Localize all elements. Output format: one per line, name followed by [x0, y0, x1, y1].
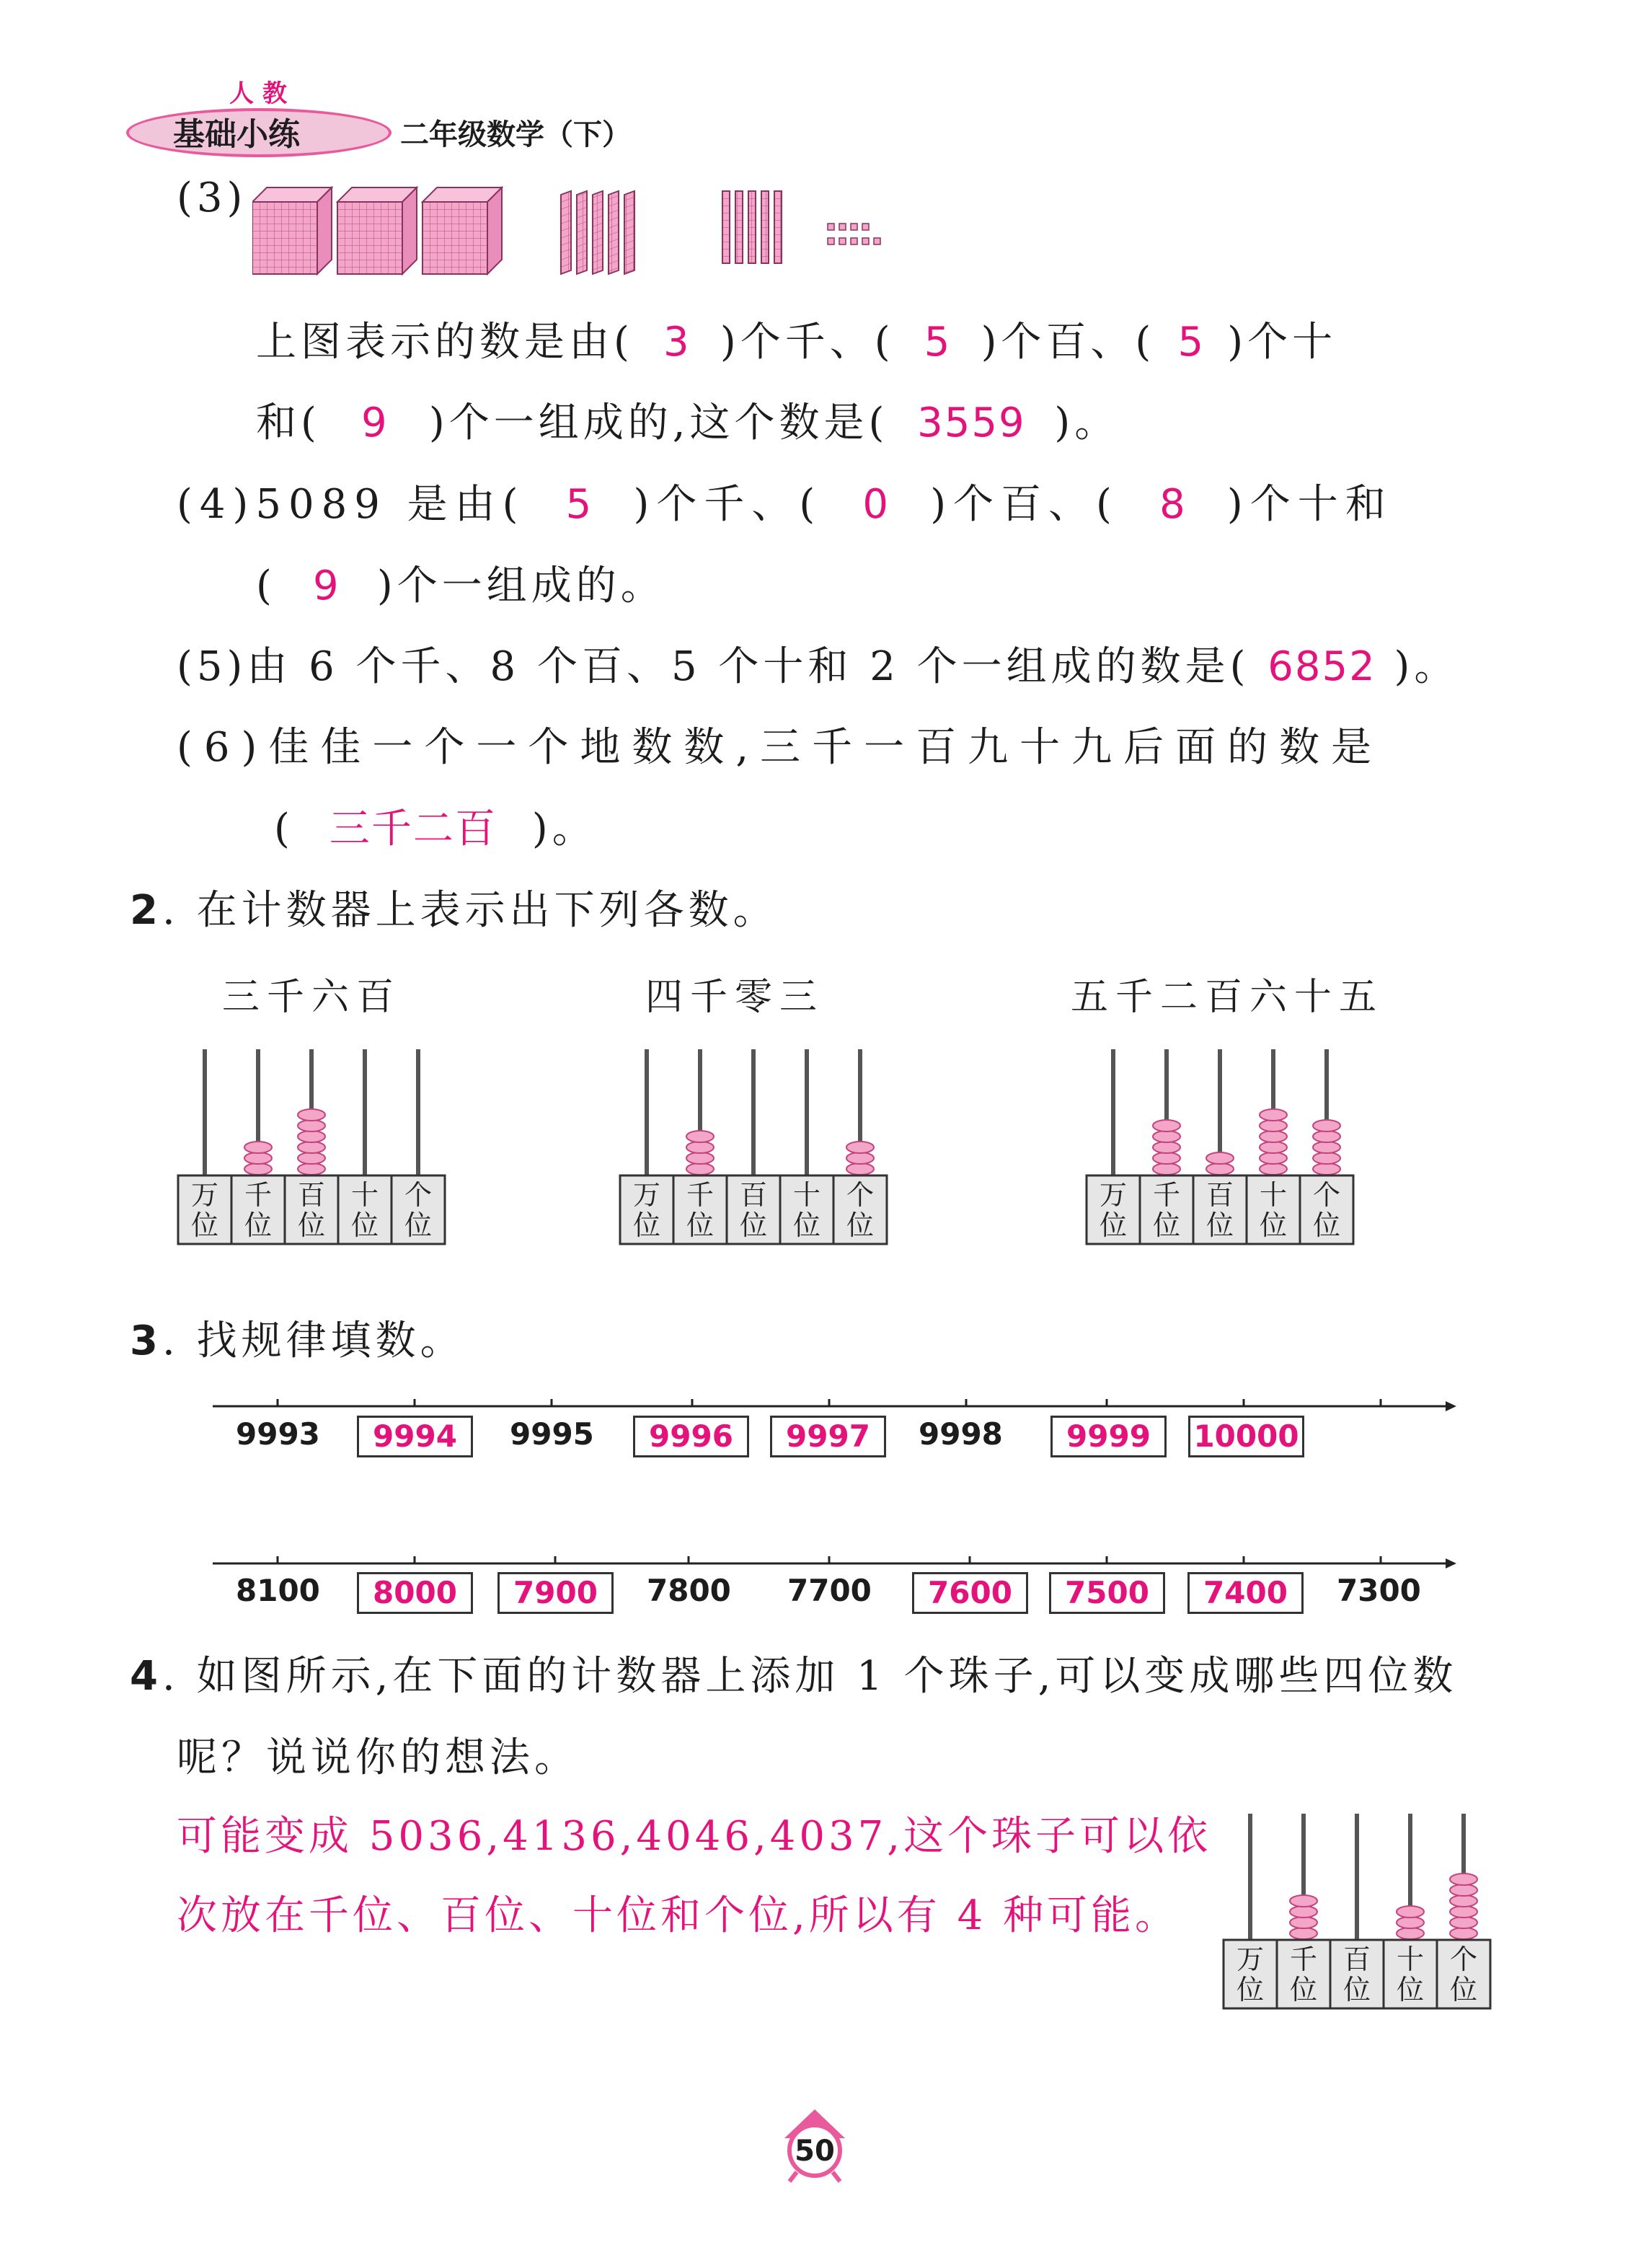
counter-bead [1450, 1884, 1477, 1896]
counter-bead [1206, 1152, 1234, 1164]
given-number: 9998 [919, 1416, 1003, 1452]
place-name: 万 [1236, 1943, 1265, 1975]
counter-bead [1206, 1163, 1234, 1175]
counter-bead [1260, 1163, 1287, 1175]
answer-box: 10000 [1188, 1416, 1304, 1457]
place-suffix: 位 [1312, 1209, 1341, 1241]
counter-bead [1153, 1163, 1180, 1175]
place-name: 百 [297, 1179, 326, 1211]
place-name: 百 [1342, 1943, 1371, 1975]
counter-bead [1313, 1120, 1340, 1131]
place-name: 个 [404, 1179, 433, 1211]
place-suffix: 位 [846, 1209, 875, 1241]
place-suffix: 位 [1152, 1209, 1181, 1241]
answer-thousands: 3 [663, 319, 691, 366]
given-number: 9993 [236, 1416, 320, 1452]
hundred-flats [561, 191, 634, 274]
counter-bead [244, 1142, 272, 1153]
answer-box: 7500 [1049, 1572, 1165, 1614]
counter-bead [1260, 1109, 1287, 1121]
place-name: 百 [739, 1179, 768, 1211]
counter-bead [1313, 1163, 1340, 1175]
counter-bead [1313, 1131, 1340, 1142]
counter-bead [686, 1142, 714, 1153]
given-number: 9995 [510, 1416, 594, 1452]
place-name: 万 [190, 1179, 219, 1211]
counter-bead [1450, 1906, 1477, 1918]
place-name: 万 [1099, 1179, 1128, 1211]
counter-bead [1153, 1120, 1180, 1131]
counter-bead [298, 1163, 325, 1175]
header-grade: 二年级数学（下） [400, 118, 631, 151]
abacus-label-2: 四千零三 [645, 976, 825, 1019]
answer-box: 9997 [770, 1416, 886, 1457]
place-name: 十 [792, 1179, 821, 1211]
ten-rods [722, 191, 782, 263]
answer-box: 9996 [633, 1416, 749, 1457]
q4-answer-1: 可能变成 5036,4136,4046,4037,这个珠子可以依 [177, 1813, 1212, 1860]
counter-bead [846, 1163, 874, 1175]
q1-p3-line1: 上图表示的数是由( 3 )个千、( 5 )个百、( 5 )个十 [256, 317, 1337, 368]
q1-p6-line1: (6)佳佳一个一个地数数,三千一百九十九后面的数是 [177, 724, 1384, 771]
counter-bead [1153, 1142, 1180, 1153]
counter-bead [1450, 1874, 1477, 1885]
counter-bead [686, 1163, 714, 1175]
counter-bead [244, 1152, 272, 1164]
counter-bead [686, 1131, 714, 1142]
q2-title: 2. 在计数器上表示出下列各数。 [130, 887, 778, 934]
place-name: 万 [632, 1179, 661, 1211]
place-suffix: 位 [1259, 1209, 1288, 1241]
place-name: 个 [846, 1179, 875, 1211]
one-units [828, 224, 880, 244]
header-series: 基础小练 [173, 116, 300, 153]
abacus-1 [177, 1049, 446, 1250]
counter-bead [1260, 1131, 1287, 1142]
counter-bead [1450, 1895, 1477, 1907]
page-number: 50 [795, 2135, 835, 2168]
counter-bead [298, 1131, 325, 1142]
answer-ones: 9 [361, 400, 389, 446]
place-name: 十 [1259, 1179, 1288, 1211]
place-name: 千 [1289, 1943, 1318, 1975]
place-suffix: 位 [1099, 1209, 1128, 1241]
place-name: 千 [1152, 1179, 1181, 1211]
answer-tens: 5 [1177, 319, 1205, 366]
counter-bead [1290, 1917, 1317, 1928]
place-suffix: 位 [792, 1209, 821, 1241]
counter-bead [1397, 1906, 1424, 1918]
answer-box: 7600 [912, 1572, 1028, 1614]
q3-title: 3. 找规律填数。 [130, 1318, 465, 1364]
counter-bead [298, 1152, 325, 1164]
counter-bead [846, 1142, 874, 1153]
place-name: 十 [350, 1179, 379, 1211]
counter-bead [298, 1109, 325, 1121]
place-name: 千 [686, 1179, 715, 1211]
place-suffix: 位 [190, 1209, 219, 1241]
answer-box: 7400 [1187, 1572, 1304, 1614]
counter-bead [1153, 1131, 1180, 1142]
counter-bead [1260, 1120, 1287, 1131]
abacus-3 [1085, 1049, 1355, 1250]
place-suffix: 位 [350, 1209, 379, 1241]
q1-p6-line2: ( 三千二百 )。 [274, 806, 597, 852]
counter-bead [1313, 1142, 1340, 1153]
place-suffix: 位 [1205, 1209, 1234, 1241]
thousand-cube [252, 187, 332, 274]
counter-bead [1450, 1928, 1477, 1939]
place-suffix: 位 [1236, 1974, 1265, 2006]
counter-bead [244, 1163, 272, 1175]
place-suffix: 位 [739, 1209, 768, 1241]
answer-hundreds: 5 [924, 319, 952, 366]
counter-bead [298, 1142, 325, 1153]
answer-number: 3559 [917, 400, 1026, 446]
given-number: 8100 [236, 1573, 320, 1608]
place-name: 百 [1205, 1179, 1234, 1211]
q1-p5: (5)由 6 个千、8 个百、5 个十和 2 个一组成的数是( 6852 )。 [177, 643, 1459, 690]
q4-answer-2: 次放在千位、百位、十位和个位,所以有 4 种可能。 [177, 1892, 1180, 1939]
thousand-cube [337, 187, 417, 274]
place-name: 千 [244, 1179, 273, 1211]
counter-frame [177, 1049, 446, 1247]
q1-p4-line2: ( 9 )个一组成的。 [256, 562, 665, 609]
number-line-1 [213, 1395, 1460, 1417]
counter-bead [686, 1152, 714, 1164]
given-number: 7300 [1337, 1573, 1421, 1608]
counter-bead [1260, 1152, 1287, 1164]
counter-bead [1450, 1917, 1477, 1928]
q1-p3-label: (3) [177, 175, 247, 221]
counter-frame [1085, 1049, 1355, 1247]
base-ten-blocks-illustration [252, 180, 916, 281]
abacus-label-1: 三千六百 [222, 976, 402, 1019]
answer-box: 7900 [497, 1572, 614, 1614]
place-suffix: 位 [297, 1209, 326, 1241]
counter-bead [1290, 1895, 1317, 1907]
counter-bead [1153, 1152, 1180, 1164]
answer-box: 9999 [1050, 1416, 1167, 1457]
place-suffix: 位 [1289, 1974, 1318, 2006]
answer-box: 9994 [357, 1416, 473, 1457]
answer-box: 8000 [357, 1572, 473, 1614]
place-suffix: 位 [686, 1209, 715, 1241]
counter-bead [1260, 1142, 1287, 1153]
place-name: 个 [1449, 1943, 1478, 1975]
counter-frame [1222, 1814, 1492, 2011]
number-line-2 [213, 1553, 1460, 1574]
header-edition: 人教 [229, 79, 296, 108]
q1-p4-line1: (4)5089 是由( 5 )个千、( 0 )个百、( 8 )个十和 [177, 481, 1393, 528]
counter-bead [1397, 1917, 1424, 1928]
given-number: 7800 [647, 1573, 731, 1608]
place-suffix: 位 [1396, 1974, 1425, 2006]
counter-bead [1313, 1152, 1340, 1164]
counter-bead [846, 1152, 874, 1164]
abacus-q4 [1222, 1814, 1492, 2014]
abacus-2 [619, 1049, 888, 1250]
place-name: 个 [1312, 1179, 1341, 1211]
place-suffix: 位 [244, 1209, 273, 1241]
thousand-cube [423, 187, 502, 274]
place-name: 十 [1396, 1943, 1425, 1975]
counter-bead [298, 1120, 325, 1131]
counter-bead [1397, 1928, 1424, 1939]
place-suffix: 位 [1449, 1974, 1478, 2006]
counter-frame [619, 1049, 888, 1247]
q1-p3-line2: 和( 9 )个一组成的,这个数是( 3559 )。 [256, 398, 1119, 449]
place-suffix: 位 [632, 1209, 661, 1241]
counter-bead [1290, 1928, 1317, 1939]
abacus-label-3: 五千二百六十五 [1071, 976, 1384, 1019]
q4-line2: 呢？说说你的想法。 [177, 1734, 579, 1781]
q4-line1: 4. 如图所示,在下面的计数器上添加 1 个珠子,可以变成哪些四位数 [130, 1653, 1458, 1700]
given-number: 7700 [787, 1573, 872, 1608]
counter-bead [1290, 1906, 1317, 1918]
place-suffix: 位 [1342, 1974, 1371, 2006]
place-suffix: 位 [404, 1209, 433, 1241]
